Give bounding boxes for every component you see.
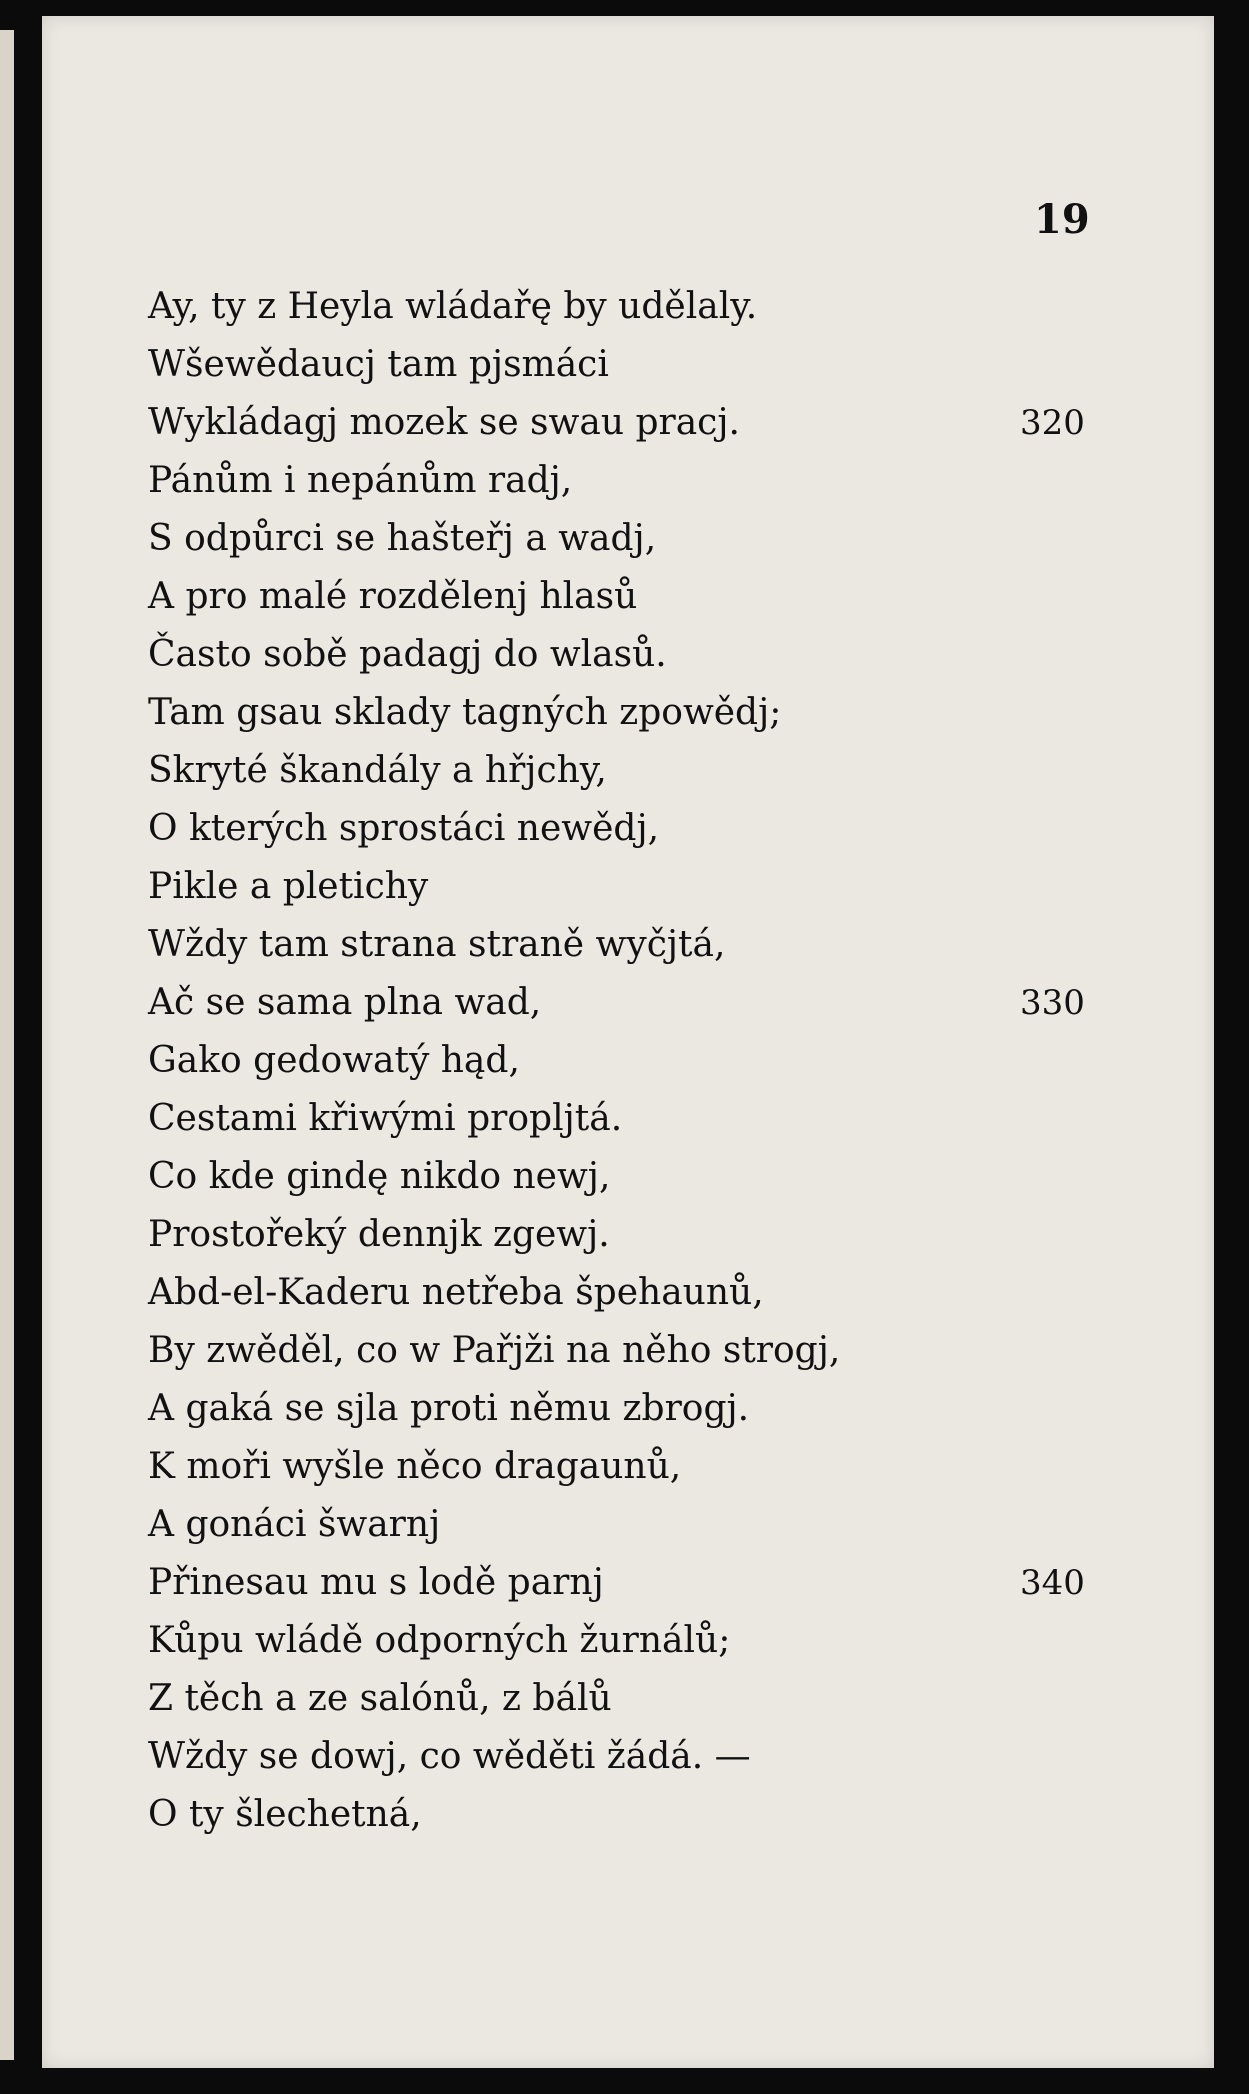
page-number: 19 [1034,196,1090,243]
verse-text: Cestami křiwými propljtá. [148,1098,623,1139]
verse-line [148,1090,1108,1148]
verse-line [148,742,1108,800]
verse-line [148,1496,1108,1554]
verse-line [148,858,1108,916]
verse-text: A gaká se sjla proti němu zbrogj. [148,1388,750,1429]
verse-text: By zwěděl, co w Pařjži na něho strogj, [148,1330,841,1371]
verse-text: Prostořeký dennjk zgewj. [148,1214,610,1255]
verse-line [148,1322,1108,1380]
verse-text: Kůpu wládě odporných žurnálů; [148,1620,731,1661]
verse-text: Tam gsau sklady tagných zpowědj; [148,692,782,733]
verse-line [148,1206,1108,1264]
verse-text: O kterých sprostáci newědj, [148,808,660,849]
verse-line [148,974,1108,1032]
verse-line [148,626,1108,684]
verse-text: Wšewědaucj tam pjsmáci [148,344,609,385]
adjacent-page-edge [0,30,14,2060]
verse-text: O ty šlechetná, [148,1794,422,1835]
verse-line [148,916,1108,974]
verse-line [148,1612,1108,1670]
verse-text: Gako gedowatý hąd, [148,1040,520,1081]
verse-text: Skryté škandály a hřjchy, [148,750,607,791]
verse-text: Wždy se dowj, co wěděti žádá. — [148,1736,751,1777]
verse-line [148,800,1108,858]
verse-line [148,1032,1108,1090]
verse-text: Co kde gindę nikdo newj, [148,1156,611,1197]
verse-line [148,336,1108,394]
verse-text: A gonáci šwarnj [148,1504,441,1545]
verse-text: A pro malé rozdělenj hlasů [148,576,638,617]
verse-line [148,1438,1108,1496]
line-number: 330 [1020,983,1085,1023]
verse-line [148,452,1108,510]
verse-text: Pikle a pletichy [148,866,429,907]
verse-line [148,510,1108,568]
verse-text: Z těch a ze salónů, z bálů [148,1678,612,1719]
verse-line [148,1148,1108,1206]
verse-text: Pánům i nepánům radj, [148,460,573,501]
verse-text: S odpůrci se hašteřj a wadj, [148,518,657,559]
line-number: 340 [1020,1563,1085,1603]
verse-text: Abd-el-Kaderu netřeba špehaunů, [148,1272,764,1313]
verse-text: Wždy tam strana straně wyčjtá, [148,924,726,965]
verse-line [148,1380,1108,1438]
verse-line [148,1728,1108,1786]
line-number: 320 [1020,403,1085,443]
verse-text: Často sobě padagj do wlasů. [148,634,667,675]
poem-text [148,278,1108,1844]
verse-line [148,1554,1108,1612]
verse-text: Ay, ty z Heyla wládařę by udělaly. [148,286,758,327]
verse-line [148,394,1108,452]
verse-line [148,684,1108,742]
verse-line [148,568,1108,626]
verse-text: Ač se sama plna wad, [148,982,542,1023]
verse-line [148,1264,1108,1322]
verse-text: K moři wyšle něco dragaunů, [148,1446,682,1487]
verse-text: Wykládagj mozek se swau pracj. [148,402,740,443]
verse-line [148,1786,1108,1844]
verse-line [148,278,1108,336]
book-page [42,16,1214,2068]
verse-line [148,1670,1108,1728]
verse-text: Přinesau mu s lodě parnj [148,1562,604,1603]
